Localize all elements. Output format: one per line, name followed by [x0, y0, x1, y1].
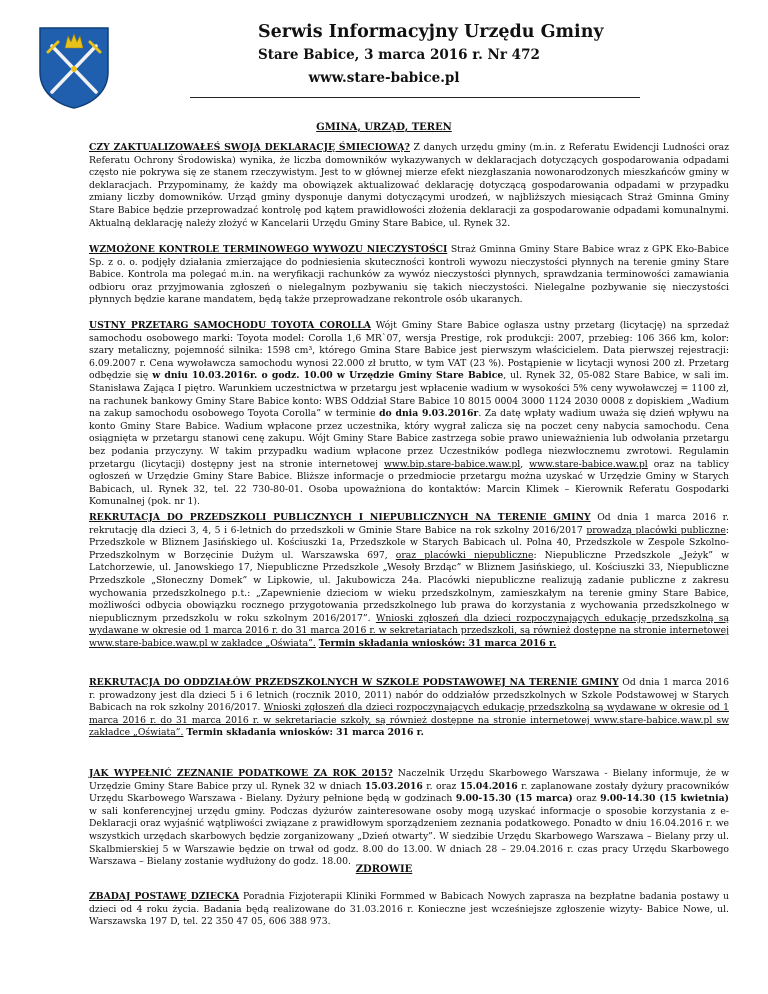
gmina-website-link[interactable]: www.stare-babice.waw.pl	[529, 458, 648, 470]
duty-date: 15.04.2016	[459, 780, 518, 792]
article-text: r. zaplanowane zostały dyżury pracowników Urzędu Skarbowego Warszawa - Bielany. Dyżury pełnione będą w godzinach	[89, 780, 730, 805]
article-text: w sali konferencyjnej urzędu gminy. Podczas dyżurów zainteresowane osoby mogą uzyskać informacje o sposobie korzystania z e-Deklaracji oraz wyjaśnić wątpliwości związane z prawidłowym sporządzeniem zeznania podatkowego. Ponadto w dniu 16.04.2016 r. we wszystkich urzędach skarbowych będzie zorganizowany „Dzień otwarty”. W siedzibie Urzędu Skarbowego Warszawa – Bielany przy ul. Skalbmierskiej 5 w Warszawie będzie on trwał od godz. 8.00 do 13.00. W dniach 28 – 29.04.2016 r. czas pracy Urzędu Skarbowego Warszawa – Bielany zostanie wydłużony do godz. 18.00.	[89, 805, 729, 868]
article-sewage-control	[89, 244, 729, 307]
article-tax-return	[89, 768, 729, 869]
article-text: : Niepubliczne Przedszkole „Jeżyk” w Latchorzewie, ul. Janowskiego 17, Niepubliczne Przedszkole „Wesoły Brzdąc” w Bliznem Jasińskiego, ul. Kościuszki 33, Niepubliczne Przedszkole „Słoneczny Domek” w Lipkowie, ul. Jakubowicza 24a. Placówki niepubliczne realizują zadanie publiczne z zakresu wychowania przedszkolnego p.t.: „Zapewnienie dzieciom w wieku przedszkolnym, zamieszkałym na terenie gminy Stare Babice, możliwości odbycia obowiązku rocznego przygotowania przedszkolnego lub prawa do korzystania z wychowania przedszkolnego w niepublicznym przedszkolu w roku szkolnym 2016/2017”.	[89, 549, 730, 624]
article-text: r. oraz	[422, 780, 460, 792]
article-waste-declaration	[89, 142, 729, 230]
section-title-zdrowie: ZDROWIE	[355, 864, 413, 875]
article-body: Straż Gminna Gminy Stare Babice wraz z GPK Eko-Babice Sp. z o. o. podjęły działania zmierzające do podniesienia skuteczności kontroli wywozu nieczystości płynnych na terenie gminy Stare Babice. Kontrola ma polegać m.in. na weryfikacji rachunków za wywóz nieczystości płynnych, sprawdzania terminowości zamawiania odbioru oraz przyjmowania zgłoszeń o nielegalnym pozbywaniu się takich nieczystości. Nielegalne pozbywanie się nieczystości płynnych będzie karane mandatem, będą także przeprowadzane rekontrole osób ukaranych.	[89, 244, 729, 306]
article-text: ,	[520, 458, 530, 470]
website-link[interactable]: www.stare-babice.pl	[308, 70, 460, 86]
article-text: . Za datę wpłaty wadium uważa się dzień wpływu na konto Gminy Stare Babice. Wadium wpłacone przez uczestnika, który wygrał zalicza się na poczet ceny nabycia samochodu. Cena osiągnięta w przetargu stanowi cenę zakupu. Wójt Gminy Stare Babice zastrzega sobie prawo unieważnienia lub odwołania przetargu bez podania przyczyny. W takim przypadku wadium wpłacone przez Uczestników podlega niezwłocznemu zwrotowi. Regulamin przetargu (licytacji) dostępny jest na stronie internetowej	[89, 408, 729, 470]
article-heading: CZY ZAKTUALIZOWAŁEŚ SWOJĄ DEKLARACJĘ ŚMIECIOWĄ?	[89, 142, 410, 153]
article-text: Wójt Gminy Stare Babice ogłasza ustny przetarg (licytację) na sprzedaż samochodu osobowego marki: Toyota model: Corolla 1,6 MR`07, wersja Prestige, rok produkcji: 2007, przebieg: 106 366 km, kolor: szary metaliczny, pojemność silnika: 1598 cm³, którego Gmina Stare Babice jest pierwszym właścicielem. Data pierwszej rejestracji: 6.09.2007 r. Cena wywoławcza samochodu wynosi 22.000 zł brutto, w tym VAT (23 %). Postąpienie w licytacji wynosi 200 zł. Przetarg odbędzie się	[89, 320, 729, 382]
coat-of-arms-icon	[38, 26, 110, 110]
article-text: Naczelnik Urzędu Skarbowego Warszawa - Bielany informuje, że w Urzędzie Gminy Stare Babice przy ul. Rynek 32 w dniach	[89, 768, 729, 792]
article-text: Od dnia 1 marca 2016 r. prowadzony jest dla dzieci 5 i 6 letnich (rocznik 2010, 2011) nabór do oddziałów przedszkolnych w Szkole Podstawowej w Starych Babicach na rok szkolny 2016/2017.	[89, 677, 729, 714]
section-gmina	[0, 122, 768, 133]
section-zdrowie	[0, 864, 768, 875]
article-heading: USTNY PRZETARG SAMOCHODU TOYOTA COROLLA	[89, 320, 371, 331]
article-preschool-recruitment	[89, 512, 729, 651]
article-underlined-text: oraz placówki niepubliczne	[395, 549, 534, 561]
article-heading: JAK WYPEŁNIĆ ZEZNANIE PODATKOWE ZA ROK 2015?	[89, 768, 393, 779]
duty-hours: 9.00-15.30 (15 marca)	[455, 793, 573, 805]
newsletter-title: Serwis Informacyjny Urzędu Gminy	[258, 22, 604, 42]
article-body: Poradnia Fizjoterapii Kliniki Formmed w Babicach Nowych zaprasza na bezpłatne badania postawy u dzieci od 4 roku życia. Badania będą realizowane do 31.03.2016 r. Konieczne jest wcześniejsze zgłoszenie wizyty- Babice Nowe, ul. Warszawska 197 D, tel. 22 350 47 05, 606 388 973.	[89, 891, 729, 928]
article-text: : Przedszkole w Bliznem Jasińskiego ul. Kościuszki 1a, Przedszkole w Starych Babicach ul. Polna 40, Przedszkole w Zespole Szkolno-Przedszkolnym w Borzęcinie Dużym ul. Warszawska 697,	[89, 524, 729, 561]
article-text: Od dnia 1 marca 2016 r. rekrutację dla dzieci 3, 4, 5 i 6-letnich do przedszkoli w Gminie Stare Babice na rok szkolny 2016/2017	[89, 512, 729, 536]
article-body: Z danych urzędu gminy (m.in. z Referatu Ewidencji Ludności oraz Referatu Ochrony Środowiska) wynika, że liczba domowników wykazywanych w deklaracjach dotyczących gospodarowania odpadami często nie pokrywa się ze stanem rzeczywistym. Jest to w głównej mierze efekt niezgłaszania nowonarodzonych mieszkańców gminy w deklaracjach. Przypominamy, że każdy ma obowiązek aktualizować deklarację dotyczącą gospodarowania odpadami w przypadku zmiany liczby domowników. Urząd gminy dysponuje danymi dotyczącymi urodzeń, w najbliższych miesiącach Straż Gminna Gminy Stare Babice będzie przeprowadzać kontrolę pod kątem prawidłowości złożenia deklaracji za gospodarowanie odpadami komunalnymi. Aktualną deklarację należy złożyć w Kancelarii Urzędu Gminy Stare Babice, ul. Rynek 32.	[89, 142, 729, 229]
bip-link[interactable]: www.bip.stare-babice.waw.pl	[383, 458, 521, 470]
article-heading: REKRUTACJA DO ODDZIAŁÓW PRZEDSZKOLNYCH W SZKOLE PODSTAWOWEJ NA TERENIE GMINY	[89, 677, 619, 688]
article-heading: ZBADAJ POSTAWĘ DZIECKA	[89, 891, 240, 902]
application-info: Wnioski zgłoszeń dla dzieci rozpoczynających edukację przedszkolną są wydawane w okresie od 1 marca 2016 r. do 31 marca 2016 r. w sekretariatach przedszkoli, są również dostępne na stronie internetowej www.stare-babice.waw.pl w zakładce „Oświata”.	[89, 612, 730, 649]
newsletter-header	[0, 0, 768, 112]
article-child-posture	[89, 891, 729, 929]
application-deadline: Termin składania wniosków: 31 marca 2016 r.	[186, 727, 424, 739]
duty-hours: 9.00-14.30 (15 kwietnia)	[600, 793, 729, 805]
section-title-gmina: GMINA, URZĄD, TEREN	[316, 122, 452, 133]
article-text: oraz	[572, 793, 601, 805]
deposit-deadline: do dnia 9.03.2016r	[379, 408, 479, 420]
article-heading: WZMOŻONE KONTROLE TERMINOWEGO WYWOZU NIECZYSTOŚCI	[89, 244, 448, 255]
application-deadline: Termin składania wniosków: 31 marca 2016 r.	[318, 637, 557, 649]
article-text: , ul. Rynek 32, 05-082 Stare Babice, w sali im. Stanisława Zająca I piętro. Warunkiem uczestnictwa w przetargu jest wpłacenie wadium w wysokości 5% ceny wywoławczej = 1100 zł, na rachunek bankowy Gminy Stare Babice konto: WBS Oddział Stare Babice 10 8015 0004 3000 1124 2030 0008 z dopiskiem „Wadium na zakup samochodu osobowego Toyota Corolla” w terminie	[89, 370, 729, 420]
auction-date: w dniu 10.03.2016r. o godz. 10.00 w Urzędzie Gminy Stare Babice	[152, 370, 504, 382]
article-underlined-text: prowadzą placówki publiczne	[586, 524, 726, 536]
application-info: Wnioski zgłoszeń dla dzieci rozpoczynających edukację przedszkolną są wydawane w okresie od 1 marca 2016 r. do 31 marca 2016 r. w sekretariacie szkoły, są również dostępne na stronie internetowej www.stare-babice.waw.pl sw zakładce „Oświata”.	[89, 702, 730, 739]
issue-date-number: Stare Babice, 3 marca 2016 r. Nr 472	[258, 47, 540, 63]
article-school-preschool-recruitment	[89, 677, 729, 740]
article-heading: REKRUTACJA DO PRZEDSZKOLI PUBLICZNYCH I NIEPUBLICZNYCH NA TERENIE GMINY	[89, 512, 591, 523]
article-text: oraz na tablicy ogłoszeń w Urzędzie Gminy Stare Babice. Bliższe informacje o przedmiocie przetargu można uzyskać w Urzędzie Gminy w Starych Babicach, ul. Rynek 32, tel. 22 730-80-01. Osoba upoważniona do kontaktów: Marcin Klimek – Kierownik Referatu Gospodarki Komunalnej (pok. nr 1).	[89, 458, 729, 508]
article-car-auction	[89, 320, 729, 509]
duty-date: 15.03.2016	[364, 780, 423, 792]
header-divider	[190, 97, 640, 98]
